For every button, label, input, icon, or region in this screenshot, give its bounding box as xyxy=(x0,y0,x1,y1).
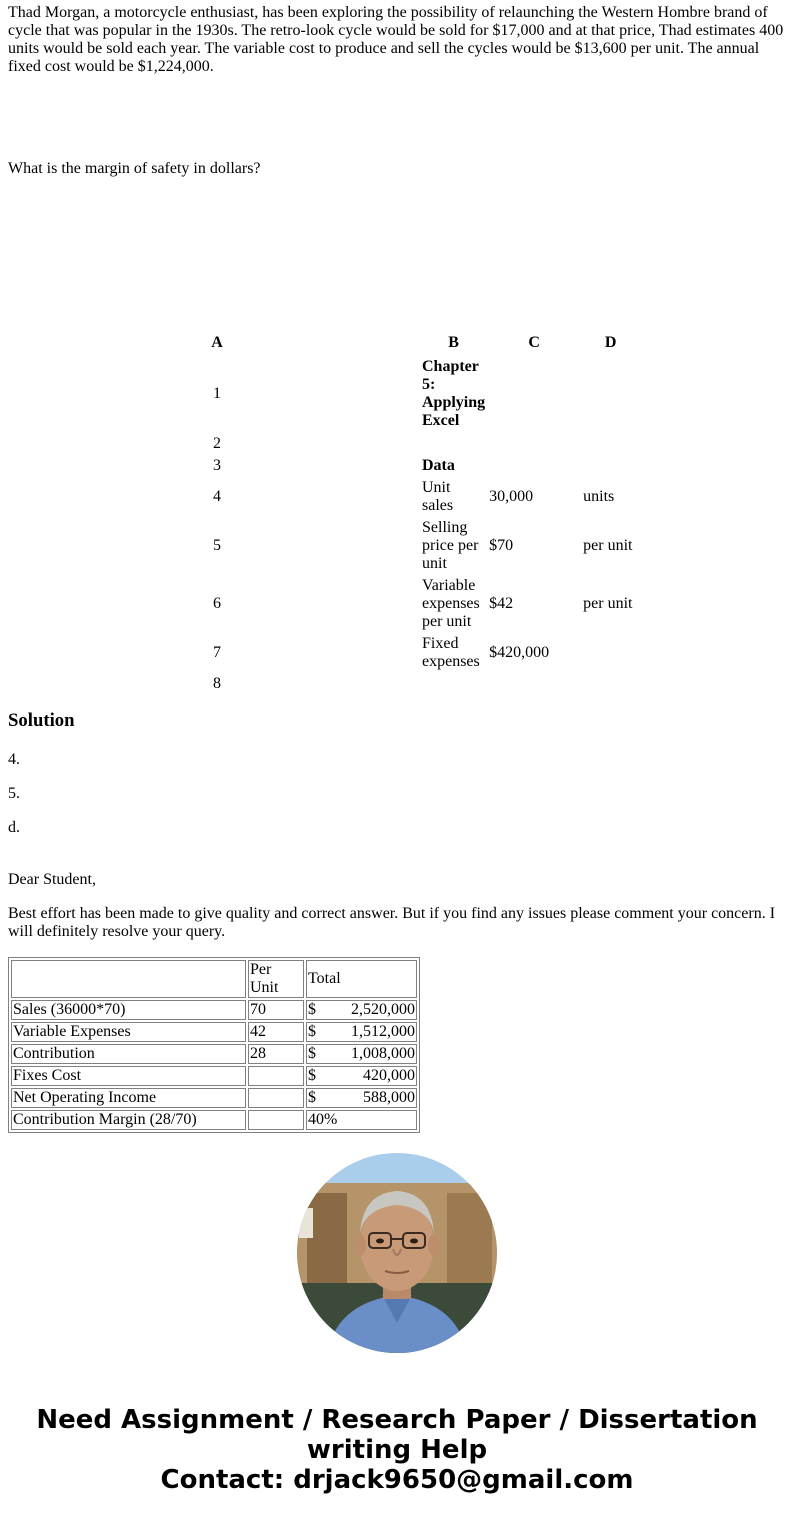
table-row xyxy=(11,1000,417,1020)
row-total: 2,520,000 xyxy=(351,1001,415,1018)
excel-row xyxy=(202,356,639,432)
row-label: Contribution Margin (28/70) xyxy=(11,1110,246,1130)
excel-data-table xyxy=(200,330,641,696)
excel-label-cell: Selling price per unit xyxy=(422,519,479,572)
row-number: 5 xyxy=(213,537,221,554)
row-total: 588,000 xyxy=(363,1089,415,1106)
excel-unit-cell xyxy=(582,634,639,672)
excel-row xyxy=(202,576,639,632)
excel-unit-cell: per unit xyxy=(583,537,633,554)
excel-row xyxy=(202,674,639,694)
col-header-d: D xyxy=(604,334,617,351)
excel-header-row xyxy=(202,332,639,354)
row-number: 6 xyxy=(213,595,221,612)
promo-line-2: writing Help xyxy=(306,1435,488,1465)
disclaimer-note: Best effort has been made to give quality and correct answer. But if you find any issues please comment your concern. I will definitely resolve your query. xyxy=(8,905,776,940)
answer-header-row xyxy=(11,960,417,998)
excel-row xyxy=(202,456,639,476)
excel-row xyxy=(202,518,639,574)
excel-row xyxy=(202,478,639,516)
col-header-a: A xyxy=(211,334,223,351)
currency-symbol: $ xyxy=(308,1067,316,1084)
row-label: Variable Expenses xyxy=(11,1022,246,1042)
solution-item: 4. xyxy=(8,751,20,768)
row-total: 1,008,000 xyxy=(351,1045,415,1062)
excel-title-cell: Chapter 5: Applying Excel xyxy=(422,358,486,429)
row-total: 40% xyxy=(308,1111,338,1128)
table-row xyxy=(11,1110,417,1130)
tutor-avatar xyxy=(297,1153,497,1353)
promo-contact: Contact: drjack9650@gmail.com xyxy=(160,1465,634,1495)
row-number: 7 xyxy=(213,644,221,661)
table-row xyxy=(11,1066,417,1086)
excel-label-cell: Fixed expenses xyxy=(422,635,480,670)
solution-item: 5. xyxy=(8,785,20,802)
row-total: 1,512,000 xyxy=(351,1023,415,1040)
currency-symbol: $ xyxy=(308,1001,316,1018)
excel-value-cell: $70 xyxy=(489,537,514,554)
row-label: Sales (36000*70) xyxy=(11,1000,246,1020)
row-number: 8 xyxy=(213,675,221,692)
excel-value-cell: $420,000 xyxy=(489,644,550,661)
excel-unit-cell: units xyxy=(583,488,615,505)
row-per-unit xyxy=(248,1088,304,1108)
row-number: 1 xyxy=(213,385,221,402)
row-per-unit: 42 xyxy=(248,1022,304,1042)
promo-line-1: Need Assignment / Research Paper / Dissertation xyxy=(36,1405,758,1435)
currency-symbol: $ xyxy=(308,1045,316,1062)
solution-item: d. xyxy=(8,819,20,836)
excel-row xyxy=(202,634,639,672)
col-header-b: B xyxy=(448,334,459,351)
solution-heading: Solution xyxy=(8,710,75,731)
tutor-photo xyxy=(297,1153,497,1353)
question-ask: What is the margin of safety in dollars? xyxy=(8,160,261,177)
row-label: Net Operating Income xyxy=(11,1088,246,1108)
excel-section-label: Data xyxy=(422,457,455,474)
currency-symbol: $ xyxy=(308,1089,316,1106)
header-total: Total xyxy=(306,960,417,998)
excel-value-cell: 30,000 xyxy=(489,488,534,505)
excel-row xyxy=(202,434,639,454)
excel-label-cell: Unit sales xyxy=(422,479,454,514)
row-per-unit xyxy=(248,1066,304,1086)
row-total: 420,000 xyxy=(363,1067,415,1084)
row-per-unit: 70 xyxy=(248,1000,304,1020)
question-text: Thad Morgan, a motorcycle enthusiast, has been exploring the possibility of relaunching the Western Hombre brand of cycle that was popular in the 1930s. The retro-look cycle would be sold for $17,000 and at that price, Thad estimates 400 units would be sold each year. The variable cost to produce and sell the cycles would be $13,600 per unit. The annual fixed cost would be $1,224,000. xyxy=(8,4,784,75)
promo-banner xyxy=(0,1405,794,1495)
row-label: Fixes Cost xyxy=(11,1066,246,1086)
excel-value-cell: $42 xyxy=(489,595,514,612)
answer-table xyxy=(8,957,420,1133)
greeting: Dear Student, xyxy=(8,871,96,888)
row-number: 3 xyxy=(213,457,221,474)
row-number: 2 xyxy=(213,435,221,452)
table-row xyxy=(11,1022,417,1042)
row-label: Contribution xyxy=(11,1044,246,1064)
table-row xyxy=(11,1088,417,1108)
excel-unit-cell: per unit xyxy=(583,595,633,612)
currency-symbol: $ xyxy=(308,1023,316,1040)
col-header-c: C xyxy=(528,334,540,351)
table-row xyxy=(11,1044,417,1064)
row-number: 4 xyxy=(213,488,221,505)
header-per-unit: Per Unit xyxy=(248,960,304,998)
row-per-unit: 28 xyxy=(248,1044,304,1064)
excel-label-cell: Variable expenses per unit xyxy=(422,577,480,630)
row-per-unit xyxy=(248,1110,304,1130)
